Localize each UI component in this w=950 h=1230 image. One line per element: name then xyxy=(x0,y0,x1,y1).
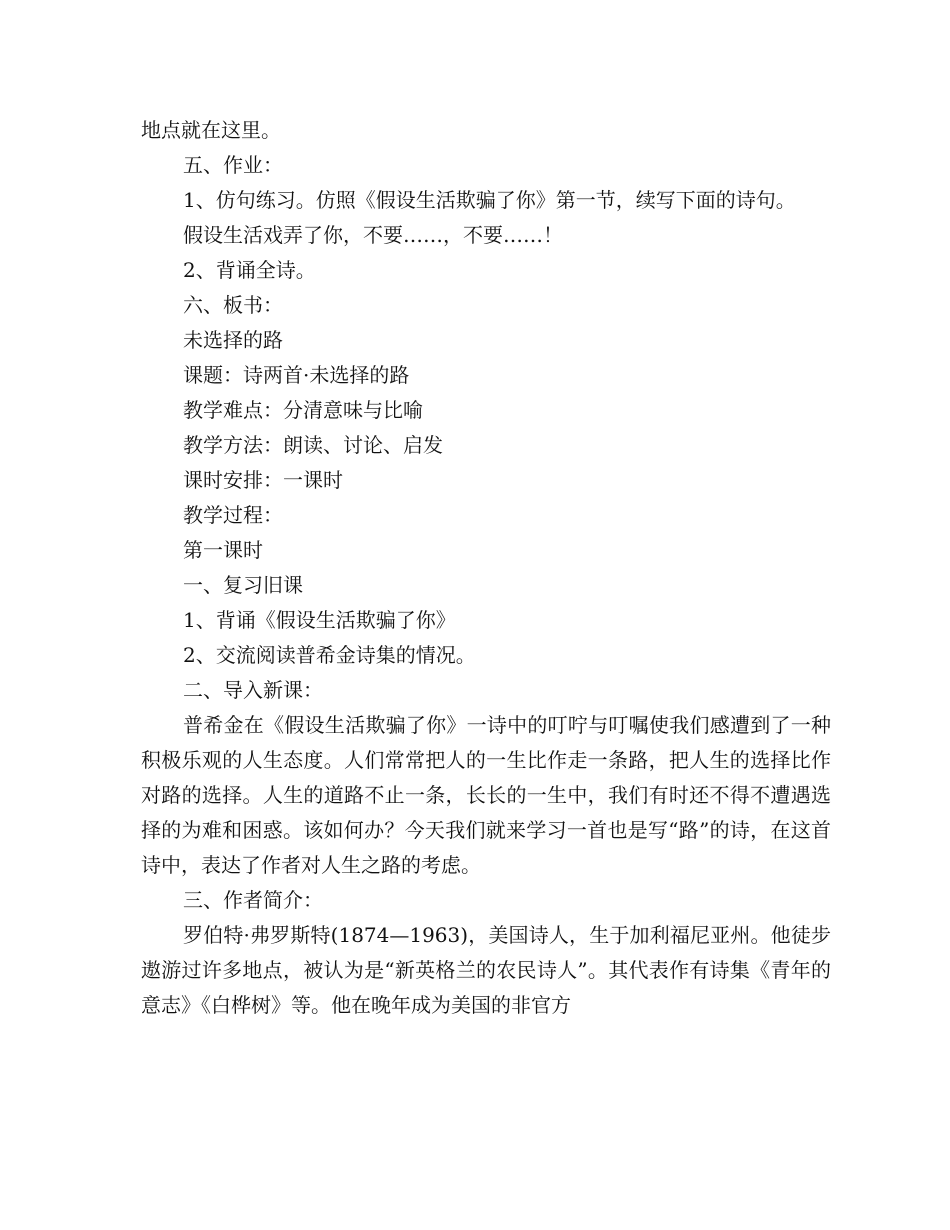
class-schedule: 课时安排：一课时 xyxy=(183,468,343,492)
heading-teaching-process: 教学过程： xyxy=(183,503,283,527)
board-title: 未选择的路 xyxy=(183,328,283,352)
teaching-difficulty: 教学难点：分清意味与比喻 xyxy=(183,398,423,422)
introduction-paragraph: 普希金在《假设生活欺骗了你》一诗中的叮咛与叮嘱使我们感遭到了一种积极乐观的人生态度。人们常常把人的一生比作走一条路，把人生的选择比作对路的选择。人生的道路不止一条，长长的一生中，我们有时还不得不遭遇选择的为难和困惑。该如何办？今天我们就来学习一首也是写“路”的诗，在这首诗中，表达了作者对人生之路的考虑。 xyxy=(141,713,831,877)
review-item-2: 2、交流阅读普希金诗集的情况。 xyxy=(183,643,476,667)
homework-item-2: 2、背诵全诗。 xyxy=(183,258,316,282)
review-item-1: 1、背诵《假设生活欺骗了你》 xyxy=(183,608,456,632)
heading-review: 一、复习旧课 xyxy=(183,573,303,597)
heading-author-profile: 三、作者简介： xyxy=(183,888,323,912)
heading-introduction: 二、导入新课： xyxy=(183,678,323,702)
teaching-method: 教学方法：朗读、讨论、启发 xyxy=(183,433,443,457)
heading-homework: 五、作业： xyxy=(183,153,283,177)
homework-item-1: 1、仿句练习。仿照《假设生活欺骗了你》第一节，续写下面的诗句。 xyxy=(183,188,796,212)
heading-board-writing: 六、板书： xyxy=(183,293,283,317)
paragraph-location: 地点就在这里。 xyxy=(141,118,281,142)
document-body xyxy=(141,113,831,1023)
lesson-topic: 课题：诗两首·未选择的路 xyxy=(183,363,410,387)
sample-sentence: 假设生活戏弄了你，不要……，不要……！ xyxy=(183,223,563,247)
first-lesson: 第一课时 xyxy=(183,538,263,562)
author-profile-paragraph: 罗伯特·弗罗斯特(1874—1963)，美国诗人，生于加利福尼亚州。他徒步遨游过许多地点，被认为是“新英格兰的农民诗人”。其代表作有诗集《青年的意志》《白桦树》等。他在晚年成为美国的非官方 xyxy=(141,923,831,1017)
